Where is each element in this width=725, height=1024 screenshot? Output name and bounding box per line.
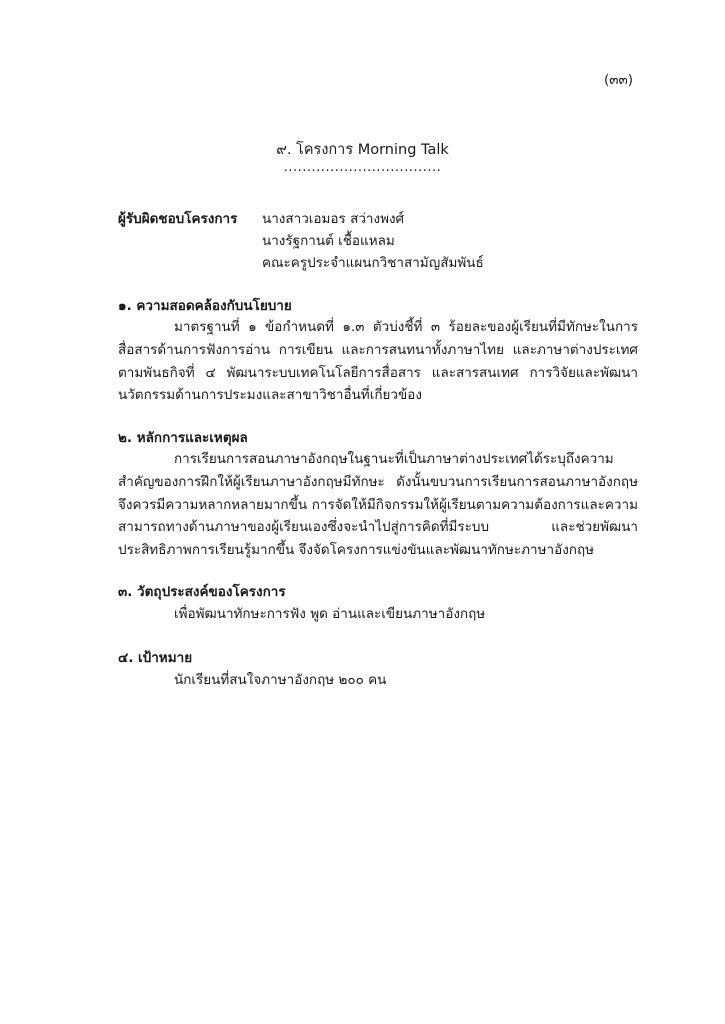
responsible-label: ผู้รับผิดชอบโครงการ bbox=[118, 211, 238, 227]
title-dotted-underline: .................................. bbox=[283, 160, 442, 175]
section-body-policy: มาตรฐานที่ ๑ ข้อกำหนดที่ ๑.๓ ตัวบ่งชี้ที่ ๓ ร้อยละของผู้เรียนที่มีทักษะในการสื่อสารด้านการฟังการอ่าน การเขียน และการสนทนาทั้งภาษาไทย และภาษาต่างประเทศตามพันธกิจที่ ๔ พัฒนาระบบเทคโนโลยีการสื่อสาร และสารสนเทศ การวิจัยและพัฒนานวัตกรรมด้านการประมงและสาขาวิชาอื่นที่เกี่ยวข้อง bbox=[118, 319, 638, 404]
section-body-rationale: การเรียนการสอนภาษาอังกฤษในฐานะที่เป็นภาษาต่างประเทศได้ระบุถึงความสำคัญของการฝึกให้ผู้เรียนภาษาอังกฤษมีทักษะ ดังนั้นขบวนการเรียนการสอนภาษาอังกฤษจึงควรมีความหลากหลายมากขึ้น การจัดให้มีกิจกรรมให้ผู้เรียนตามความต้องการและความสามารถทางด้านภาษาของผู้เรียนเองซึ่งจะนำไปสู่การคิดที่มีระบบ และช่วยพัฒนาประสิทธิภาพการเรียนรู้มากขึ้น จึงจัดโครงการแข่งขันและพัฒนาทักษะภาษาอังกฤษ bbox=[118, 451, 638, 559]
responsible-person-1: นางสาวเอมอร สว่างพงศ์ bbox=[262, 211, 405, 227]
page-number: (๓๓) bbox=[604, 72, 633, 88]
section-heading-target: ๔. เป้าหมาย bbox=[118, 650, 193, 666]
project-title: ๙. โครงการ Morning Talk bbox=[276, 142, 449, 158]
responsible-person-3: คณะครูประจำแผนกวิชาสามัญสัมพันธ์ bbox=[262, 255, 484, 271]
section-body-objectives: เพื่อพัฒนาทักษะการฟัง พูด อ่านและเขียนภาษาอังกฤษ bbox=[174, 606, 486, 622]
section-heading-objectives: ๓. วัตถุประสงค์ของโครงการ bbox=[118, 584, 286, 600]
responsible-person-2: นางรัฐกานต์ เชื้อแหลม bbox=[262, 233, 395, 249]
section-heading-rationale: ๒. หลักการและเหตุผล bbox=[118, 430, 248, 446]
section-body-target: นักเรียนที่สนใจภาษาอังกฤษ ๒๐๐ คน bbox=[174, 672, 387, 688]
section-heading-policy: ๑. ความสอดคล้องกับนโยบาย bbox=[118, 298, 292, 314]
